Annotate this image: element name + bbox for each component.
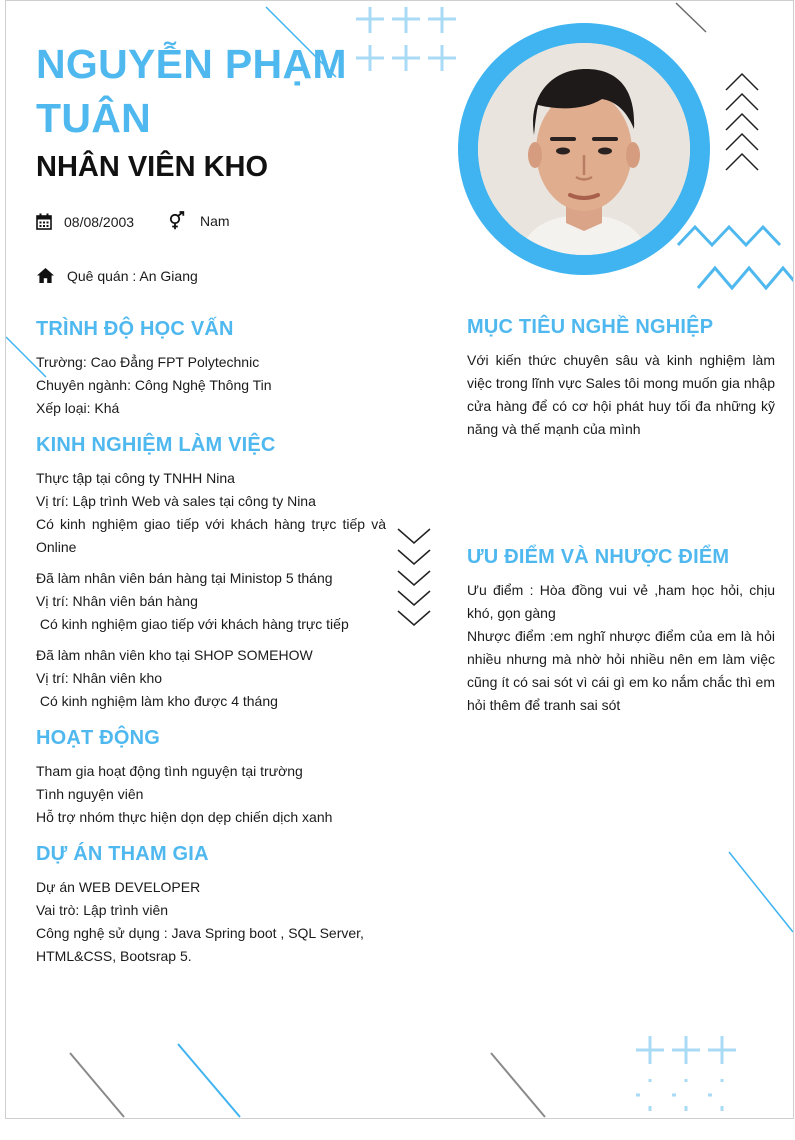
candidate-name xyxy=(36,37,366,145)
experience-line: Vị trí: Lập trình Web và sales tại công ty Nina xyxy=(36,493,316,509)
strengths-section xyxy=(467,546,775,717)
activities-section xyxy=(36,727,386,829)
experience-line: Đã làm nhân viên kho tại SHOP SOMEHOW xyxy=(36,647,313,663)
zigzag-pattern xyxy=(678,227,794,288)
name-line-2: TUÂN xyxy=(36,95,152,141)
activity-line: Hỗ trợ nhóm thực hiện dọn dẹp chiến dịch xanh xyxy=(36,809,333,825)
plus-pattern-top xyxy=(356,7,456,71)
diagonal-line xyxy=(491,1053,545,1117)
profile-photo xyxy=(478,43,690,255)
projects-section xyxy=(36,843,436,968)
cv-page xyxy=(5,0,794,1119)
project-line: Công nghệ sử dụng : Java Spring boot , SQL Server, HTML&CSS, Bootsrap 5. xyxy=(36,925,364,964)
project-line: Vai trò: Lập trình viên xyxy=(36,902,169,918)
chevron-up-stack xyxy=(726,74,758,170)
birthdate-value: 08/08/2003 xyxy=(64,213,135,230)
education-line: Xếp loại: Khá xyxy=(36,400,120,416)
projects-title: DỰ ÁN THAM GIA xyxy=(36,843,209,865)
home-icon xyxy=(36,267,55,284)
hometown-row xyxy=(36,267,198,284)
activity-line: Tình nguyện viên xyxy=(36,786,144,802)
diagonal-line xyxy=(70,1053,124,1117)
gender-value: Nam xyxy=(200,213,230,229)
experience-line: Vị trí: Nhân viên kho xyxy=(36,670,163,686)
photo-frame xyxy=(458,23,710,275)
portrait-illustration xyxy=(478,43,690,255)
pros-text: Ưu điểm : Hòa đồng vui vẻ ,ham học hỏi, chịu khó, gọn gàng xyxy=(467,582,775,621)
gender-row xyxy=(168,211,230,231)
education-line: Chuyên ngành: Công Nghệ Thông Tin xyxy=(36,377,272,393)
calendar-icon xyxy=(36,213,52,230)
experience-section xyxy=(36,434,386,713)
chevron-down-stack xyxy=(398,529,430,625)
diagonal-line xyxy=(676,3,706,32)
education-section xyxy=(36,318,386,420)
education-title: TRÌNH ĐỘ HỌC VẤN xyxy=(36,318,234,340)
activities-title: HOẠT ĐỘNG xyxy=(36,727,161,749)
experience-line: Có kinh nghiệm giao tiếp với khách hàng trực tiếp xyxy=(36,616,349,632)
experience-line: Thực tập tại công ty TNHH Nina xyxy=(36,470,235,486)
project-line: Dự án WEB DEVELOPER xyxy=(36,879,201,895)
experience-line: Đã làm nhân viên bán hàng tại Ministop 5 tháng xyxy=(36,570,333,586)
job-title: NHÂN VIÊN KHO xyxy=(36,151,269,183)
activity-line: Tham gia hoạt động tình nguyện tại trường xyxy=(36,763,303,779)
plus-pattern-bottom xyxy=(636,1036,736,1111)
birthdate-row xyxy=(36,213,134,230)
experience-line: Có kinh nghiệm làm kho được 4 tháng xyxy=(36,693,278,709)
cons-text: Nhược điểm :em nghĩ nhược điểm của em là hỏi nhiều nhưng mà nhờ hỏi nhiều nên em làm việc cũng ít có sai sót vì cái gì em ko nắm chắc thì em hỏi thêm để tranh sai sót xyxy=(467,628,775,713)
name-line-1: NGUYỄN PHẠM xyxy=(36,41,347,87)
hometown-value: Quê quán : An Giang xyxy=(67,267,198,284)
strengths-title: ƯU ĐIỂM VÀ NHƯỢC ĐIỂM xyxy=(467,546,730,568)
objective-text: Với kiến thức chuyên sâu và kinh nghiệm làm việc trong lĩnh vực Sales tôi mong muốn gia nhập cửa hàng để có cơ hội phát huy tối đa những kỹ năng và thế mạnh của mình xyxy=(467,352,775,437)
diagonal-line xyxy=(178,1044,240,1117)
experience-line: Vị trí: Nhân viên bán hàng xyxy=(36,593,198,609)
experience-line: Có kinh nghiệm giao tiếp với khách hàng trực tiếp và Online xyxy=(36,516,386,555)
education-line: Trường: Cao Đẳng FPT Polytechnic xyxy=(36,354,260,370)
experience-title: KINH NGHIỆM LÀM VIỆC xyxy=(36,434,276,456)
diagonal-line xyxy=(729,852,793,932)
gender-icon xyxy=(168,211,186,231)
objective-section xyxy=(467,316,775,441)
objective-title: MỤC TIÊU NGHỀ NGHIỆP xyxy=(467,316,714,338)
